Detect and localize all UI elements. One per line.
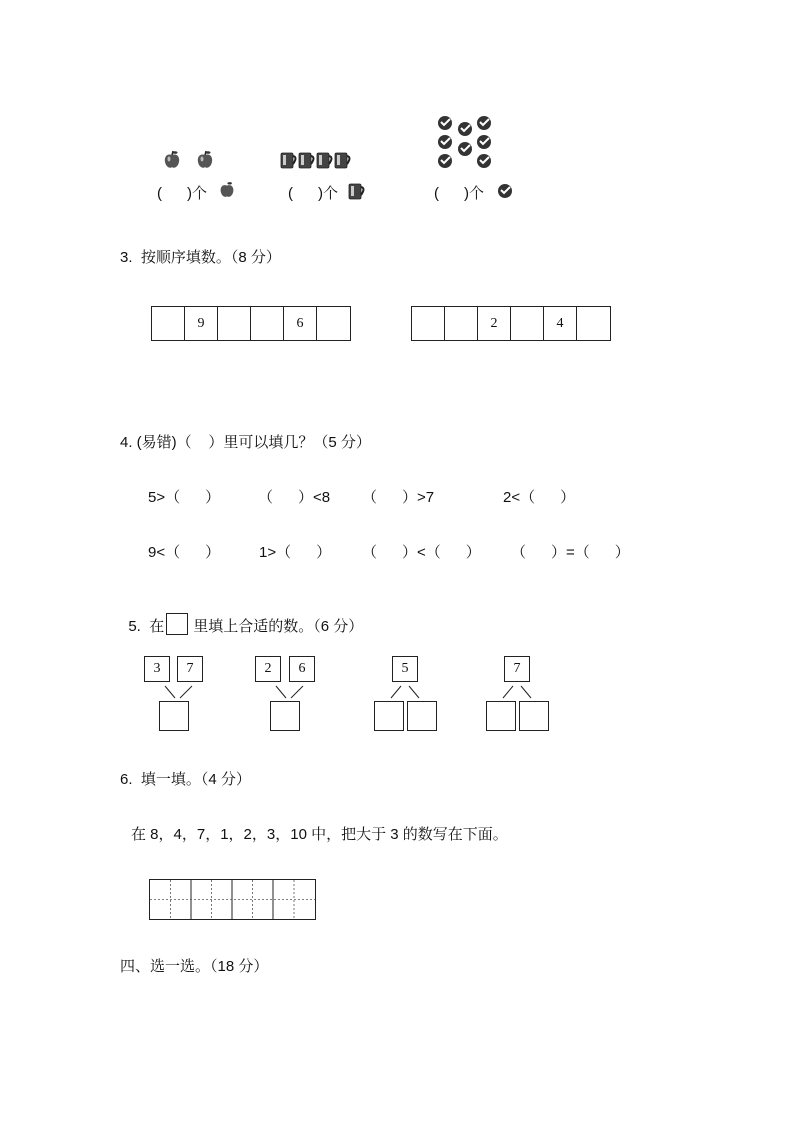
cup-count-label: ( )个 bbox=[288, 185, 338, 202]
q6-instruction: 在 8，4，7，1，2，3，10 中，把大于 3 的数写在下面。 bbox=[131, 826, 508, 843]
answer-box[interactable] bbox=[270, 701, 300, 731]
balls-icon bbox=[436, 114, 498, 172]
q4-title: 4. (易错)（ ）里可以填几？（5 分） bbox=[120, 434, 371, 451]
q3-title: 3. 按顺序填数。（8 分） bbox=[120, 249, 281, 266]
strip-cell[interactable] bbox=[412, 307, 445, 340]
q5-title bbox=[120, 596, 363, 636]
strip-cell[interactable] bbox=[511, 307, 544, 340]
top-number-box: 2 bbox=[255, 656, 281, 682]
empty-box-symbol bbox=[166, 613, 188, 635]
ball-icon bbox=[497, 183, 513, 199]
number-strip-1 bbox=[151, 306, 351, 341]
q4-item[interactable]: 2<（ ） bbox=[503, 489, 576, 506]
strip-cell[interactable] bbox=[577, 307, 610, 340]
strip-cell[interactable]: 6 bbox=[284, 307, 317, 340]
top-number-box: 5 bbox=[392, 656, 418, 682]
apple-count-label: ( )个 bbox=[157, 185, 207, 202]
connector-lines bbox=[271, 684, 311, 702]
writing-grid[interactable] bbox=[149, 879, 316, 920]
top-number-box: 3 bbox=[144, 656, 170, 682]
q4-item[interactable]: （ ）=（ ） bbox=[511, 544, 630, 561]
strip-cell[interactable]: 9 bbox=[185, 307, 218, 340]
top-number-box: 7 bbox=[177, 656, 203, 682]
top-number-box: 6 bbox=[289, 656, 315, 682]
q4-item[interactable]: 9<（ ） bbox=[148, 544, 221, 561]
section-4-title: 四、选一选。（18 分） bbox=[120, 958, 269, 975]
strip-cell[interactable] bbox=[152, 307, 185, 340]
number-strip-2 bbox=[411, 306, 611, 341]
connector-lines bbox=[160, 684, 200, 702]
q4-item[interactable]: （ ）<（ ） bbox=[362, 544, 481, 561]
strip-cell[interactable] bbox=[218, 307, 251, 340]
apple-icon bbox=[219, 181, 235, 199]
apple-icon bbox=[163, 150, 181, 170]
q4-item[interactable]: 1>（ ） bbox=[259, 544, 332, 561]
answer-box[interactable] bbox=[519, 701, 549, 731]
strip-cell[interactable]: 2 bbox=[478, 307, 511, 340]
cup-icon bbox=[348, 181, 366, 200]
q4-item[interactable]: （ ）<8 bbox=[258, 489, 331, 506]
answer-box[interactable] bbox=[486, 701, 516, 731]
cups-icon bbox=[280, 150, 356, 170]
q4-item[interactable]: 5>（ ） bbox=[148, 489, 221, 506]
q5-title-suffix: 里填上合适的数。（6 分） bbox=[193, 618, 364, 635]
connector-lines bbox=[497, 684, 537, 702]
connector-lines bbox=[385, 684, 425, 702]
strip-cell[interactable]: 4 bbox=[544, 307, 577, 340]
ball-count-label: ( )个 bbox=[434, 185, 484, 202]
apple-icon bbox=[196, 150, 214, 170]
strip-cell[interactable] bbox=[317, 307, 350, 340]
answer-box[interactable] bbox=[159, 701, 189, 731]
strip-cell[interactable] bbox=[445, 307, 478, 340]
top-number-box: 7 bbox=[504, 656, 530, 682]
q4-item[interactable]: （ ）>7 bbox=[362, 489, 435, 506]
strip-cell[interactable] bbox=[251, 307, 284, 340]
q6-title: 6. 填一填。（4 分） bbox=[120, 771, 251, 788]
answer-box[interactable] bbox=[374, 701, 404, 731]
answer-box[interactable] bbox=[407, 701, 437, 731]
q5-title-prefix: 5. 在 bbox=[128, 618, 165, 635]
